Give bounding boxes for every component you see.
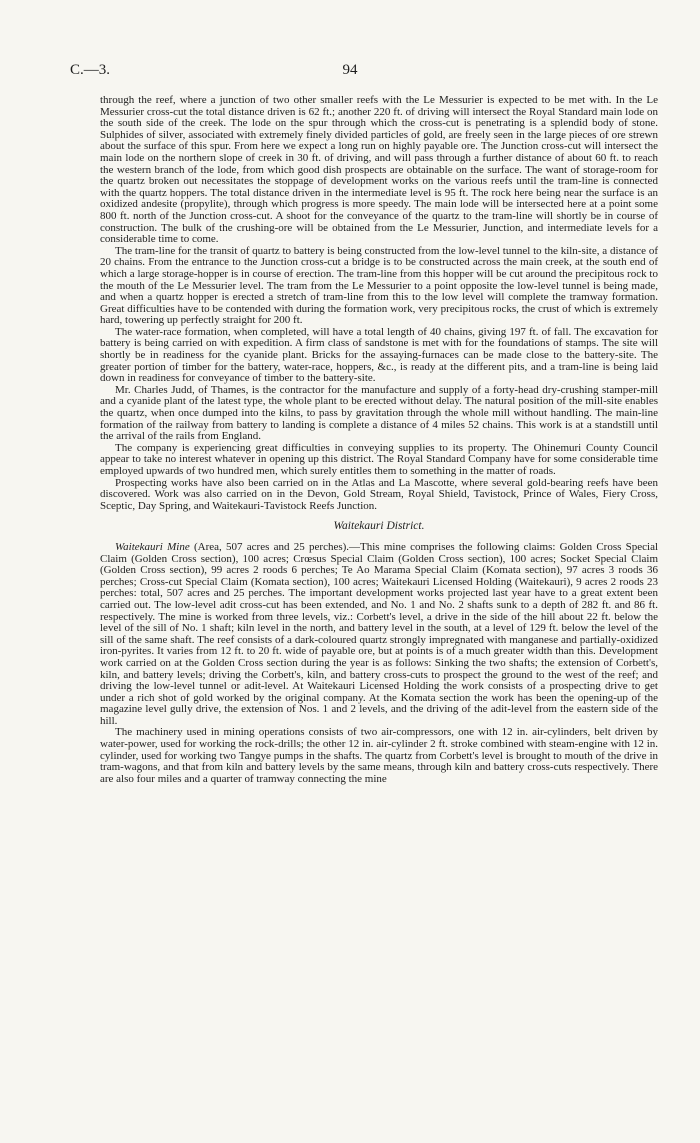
paragraph: through the reef, where a junction of two other smaller reefs with the Le Messurier is expected to be met with. In the Le Messurier cross-cut the total distance driven is 62 ft.; another 220 ft. of driving will intersect the Royal Standard main lode on the south side of the creek. The lode on the spur through which the cross-cut is penetrating is a splendid body of stone. Sulphides of silver, associated with extremely finely divided particles of gold, are freely seen in the large pieces of ore strewn about the surface of this spur. From here we expect a long run on highly payable ore. The Junction cross-cut will intersect the main lode on the northern slope of creek in 30 ft. of driving, and will pass through a further distance of about 60 ft. to reach the western branch of the lode, from which good dish prospects are obtainable on the surface. The want of storage-room for the quartz broken out necessitates the stoppage of development works on the various reefs until the tram-line is connected with the quartz hoppers. The total distance driven in the intermediate level is 95 ft. The rock here being near the surface is an oxidized andesite (propylite), through which progress is more speedy. The main lode will be intersected here at a point some 800 ft. north of the Junction cross-cut. A shoot for the conveyance of the quartz to the tram-line will shortly be in course of construction. The bulk of the crushing-ore will be obtained from the Le Messurier, Junction, and intermediate levels for a considerable time to come. [100, 94, 658, 246]
page-header [70, 62, 630, 82]
paragraph: The water-race formation, when completed, will have a total length of 40 chains, giving 197 ft. of fall. The excavation for battery is being carried on with expedition. A firm class of sandstone is met with for the foundations of stamps. The site will shortly be in readiness for the cyanide plant. Bricks for the assaying-furnaces can be made close to the battery-site. The greater portion of timber for the battery, water-race, hoppers, &c., is ready at the different pits, and a tram-line is being laid down in readiness for conveyance of timber to the battery-site. [100, 325, 658, 385]
document-reference: C.—3. [70, 62, 111, 78]
paragraph [100, 542, 658, 728]
paragraph: The tram-line for the transit of quartz to battery is being constructed from the low-level tunnel to the kiln-site, a distance of 20 chains. From the entrance to the Junction cross-cut a bridge is to be constructed across the main creek, at the south end of which a large storage-hopper is in course of erection. The tram-line from this hopper will be cut around the precipitous rock to the mouth of the Le Messurier level. The tram from the Le Messurier to a point opposite the low-level tunnel is being made, and when a quartz hopper is erected a stretch of tram-line from this to the low level will complete the tramway formation. Great difficulties have to be contended with during the formation work, very precipitous rocks, the crust of which is extremely hard, towering up perfectly straight for 200 ft. [100, 244, 658, 327]
paragraph: Mr. Charles Judd, of Thames, is the contractor for the manufacture and supply of a forty-head dry-crushing stamper-mill and a cyanide plant of the latest type, the whole plant to be erected without delay. The natural position of the mill-site enables the quartz, when once dumped into the kilns, to pass by gravitation through the whole mill without handling. The main-line formation of the railway from battery to landing is complete a distance of 4 miles 52 chains. This work is at a standstill until the arrival of the rails from England. [100, 383, 658, 443]
mine-name: Waitekauri Mine [115, 540, 190, 553]
mine-description: (Area, 507 acres and 25 perches).—This mine comprises the following claims: Golden Cross Special Claim (Golden Cross section), 100 acres; Crœsus Special Claim (Golden Cross section), 100 acres; Socket Special Claim (Golden Cross section), 99 acres 2 roods 6 perches; Te Ao Marama Special Claim (Komata section), 97 acres 3 roods 36 perches; Cross-cut Special Claim (Komata section), 100 acres; Waitekauri Licensed Holding (Waitekauri), 9 acres 2 roods 23 perches: total, 507 acres and 25 perches. The important development works projected last year have to a great extent been carried out. The low-level adit cross-cut has been extended, and No. 1 and No. 2 shafts sunk to a depth of 282 ft. and 86 ft. respectively. The mine is worked from three levels, viz.: Corbett's level, a drive in the side of the hill about 22 ft. below the level of the sill of No. 1 shaft; kiln level in the north, and battery level in the south, at a level of 129 ft. below the level of the sill of the same shaft. The reef consists of a dark-coloured quartz strongly impregnated with manganese and partially-oxidized iron-pyrites. It varies from 12 ft. to 20 ft. wide of payable ore, but at points is of a much greater width than this. Development work carried on at the Golden Cross section during the year is as follows: Sinking the two shafts; the extension of Corbett's, kiln, and battery levels; driving the Corbett's, kiln, and battery cross-cuts to prospect the ground to the west of the reef; and driving the low-level tunnel or adit-level. At Waitekauri Licensed Holding the work consists of a prospecting drive to get under a rich shot of gold worked by the original company. At the Komata section the work has been the opening-up of the magazine level gully drive, the extension of Nos. 1 and 2 levels, and the driving of the adit-level from the eastern side of the hill. [100, 540, 659, 727]
paragraph: The machinery used in mining operations consists of two air-compressors, one with 12 in. air-cylinders, belt driven by water-power, used for working the rock-drills; the other 12 in. air-cylinder 2 ft. stroke combined with steam-engine with 12 in. cylinder, used for working two Tangye pumps in the shafts. The quartz from Corbett's level is brought to mouth of the drive in tram-wagons, and that from kiln and battery levels by the same means, through kiln and battery cross-cuts respectively. There are also four miles and a quarter of tramway connecting the mine [100, 726, 658, 785]
page-number: 94 [342, 62, 358, 78]
section-heading: Waitekauri District. [333, 520, 425, 533]
paragraph: Prospecting works have also been carried on in the Atlas and La Mascotte, where several gold-bearing reefs have been discovered. Work was also carried on in the Devon, Gold Stream, Royal Shield, Tavistock, Prince of Wales, Fiery Cross, Sceptic, Day Spring, and Waitekauri-Tavistock Reefs Junction. [100, 476, 658, 512]
paragraph: The company is experiencing great difficulties in conveying supplies to its property. The Ohinemuri County Council appear to take no interest whatever in opening up this district. The Royal Standard Company have for some considerable time employed upwards of two hundred men, which surely entitles them to something in the matter of roads. [100, 441, 658, 477]
body-text [100, 95, 658, 785]
